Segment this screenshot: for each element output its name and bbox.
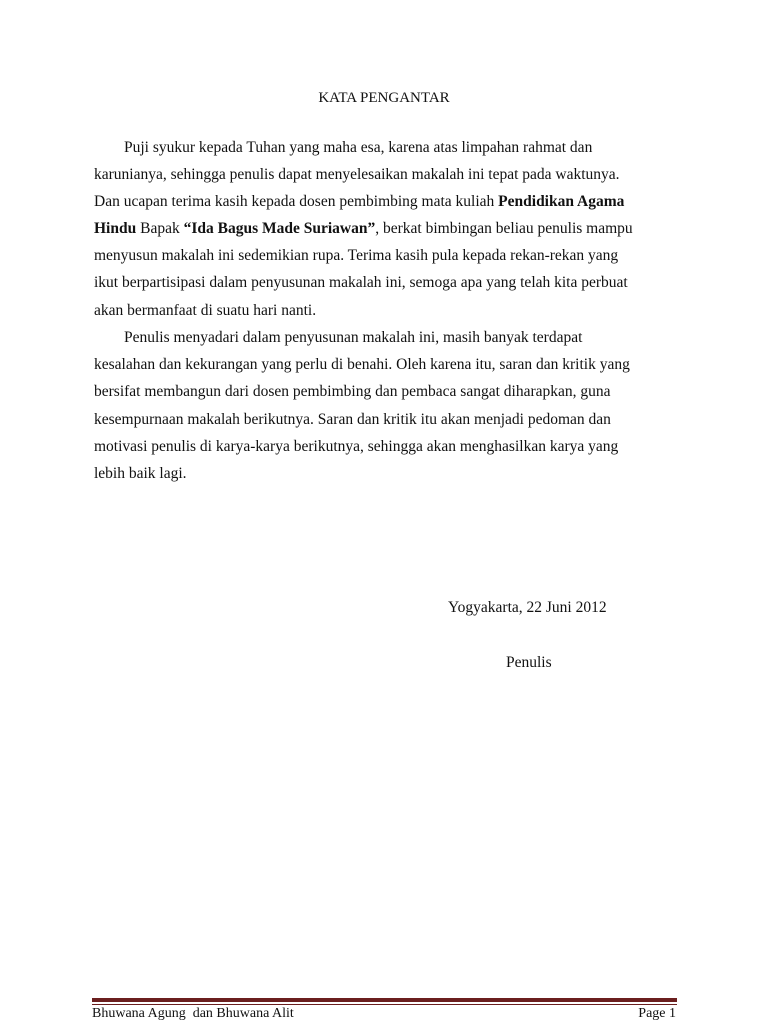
text-line: menyusun makalah ini sedemikian rupa. Terima kasih pula kepada rekan-rekan yang	[94, 247, 619, 264]
text-line: karunianya, sehingga penulis dapat menyelesaikan makalah ini tepat pada waktunya.	[94, 166, 620, 183]
text-line: Penulis menyadari dalam penyusunan makalah ini, masih banyak terdapat	[124, 329, 583, 346]
text-line: Puji syukur kepada Tuhan yang maha esa, karena atas limpahan rahmat dan	[124, 139, 593, 156]
text-line	[94, 192, 624, 212]
text-line	[94, 219, 633, 239]
text-segment: Dan ucapan terima kasih kepada dosen pembimbing mata kuliah	[94, 193, 499, 210]
document-title: KATA PENGANTAR	[318, 90, 450, 106]
lecturer-name-bold: “Ida Bagus Made Suriawan”	[183, 220, 376, 237]
footer-rule	[92, 998, 677, 1002]
place-date: Yogyakarta, 22 Juni 2012	[448, 599, 607, 616]
text-line: kesempurnaan makalah berikutnya. Saran dan kritik itu akan menjadi pedoman dan	[94, 411, 611, 428]
text-segment: , berkat bimbingan beliau penulis mampu	[375, 220, 633, 237]
footer-title: Bhuwana Agung dan Bhuwana Alit	[92, 1006, 294, 1021]
footer-rule-thin	[92, 1004, 677, 1005]
text-line: akan bermanfaat di suatu hari nanti.	[94, 302, 317, 319]
course-name-bold: Pendidikan Agama	[498, 193, 625, 210]
course-name-bold: Hindu	[94, 220, 137, 237]
text-line: motivasi penulis di karya-karya berikutnya, sehingga akan menghasilkan karya yang	[94, 438, 619, 455]
page-number: Page 1	[638, 1006, 676, 1021]
text-line: bersifat membangun dari dosen pembimbing dan pembaca sangat diharapkan, guna	[94, 383, 611, 400]
text-line: lebih baik lagi.	[94, 465, 187, 482]
text-line: kesalahan dan kekurangan yang perlu di benahi. Oleh karena itu, saran dan kritik yang	[94, 356, 630, 373]
author-signature: Penulis	[506, 654, 552, 671]
text-line: ikut berpartisipasi dalam penyusunan makalah ini, semoga apa yang telah kita perbuat	[94, 274, 628, 291]
text-segment: Bapak	[136, 220, 184, 237]
